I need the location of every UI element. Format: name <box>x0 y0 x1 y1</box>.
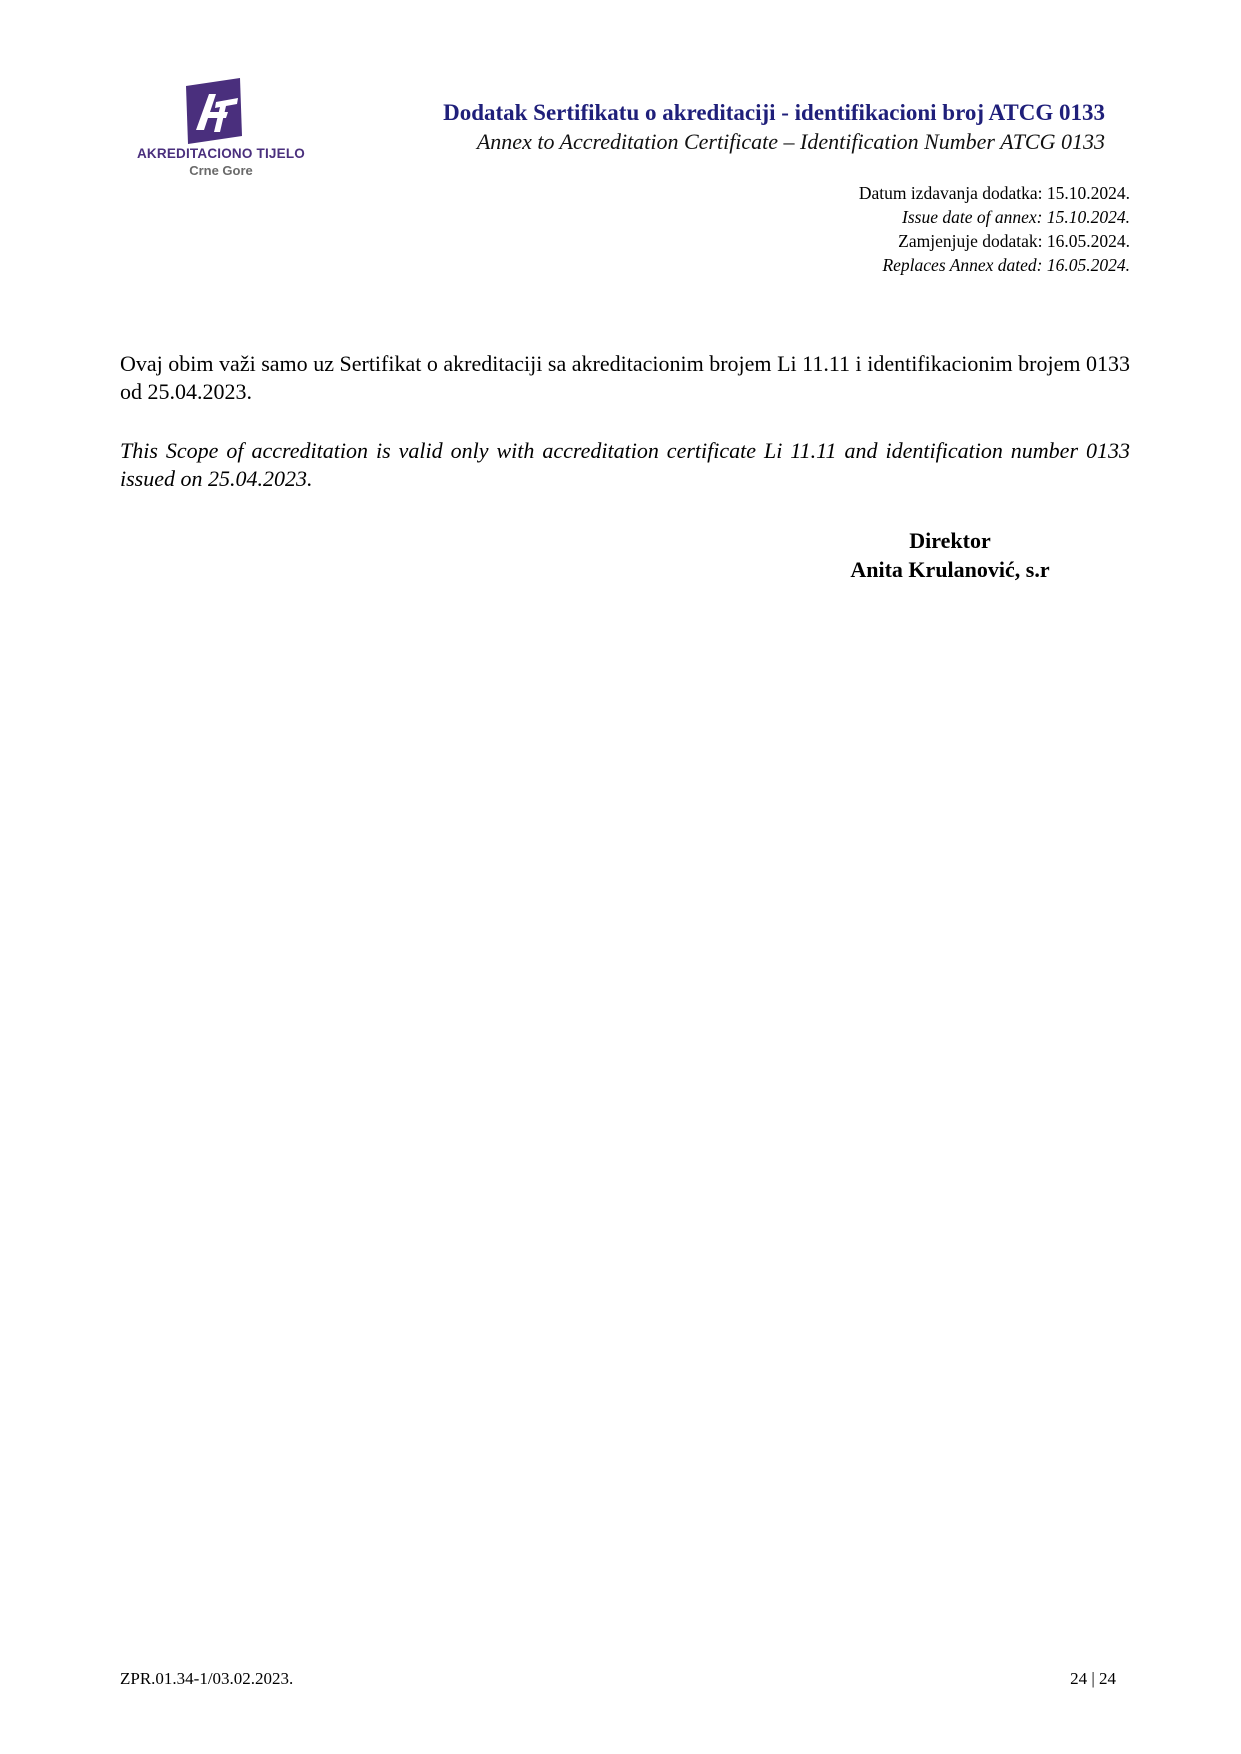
logo-organization-subname: Crne Gore <box>189 163 253 178</box>
logo-organization-name: AKREDITACIONO TIJELO <box>136 146 305 161</box>
replaces-date-sr: Zamjenjuje dodatak: 16.05.2024. <box>898 231 1130 251</box>
validity-statement-sr: Ovaj obim važi samo uz Sertifikat o akreditaciji sa akreditacionim brojem Li 11.11 i identifikacionim brojem 0133 od 25.04.2023. <box>120 351 1130 404</box>
replaces-date-en: Replaces Annex dated: 16.05.2024. <box>882 255 1130 275</box>
signatory-role: Direktor <box>909 528 991 553</box>
signatory-name: Anita Krulanović, s.r <box>850 557 1050 582</box>
annex-subtitle: Annex to Accreditation Certificate – Identification Number ATCG 0133 <box>476 129 1105 154</box>
annex-dates <box>859 181 1130 277</box>
issue-date-en: Issue date of annex: 15.10.2024. <box>902 207 1130 227</box>
logo-mark-icon <box>180 78 246 144</box>
organization-logo <box>126 78 316 182</box>
annex-title: Dodatak Sertifikatu o akreditaciji - identifikacioni broj ATCG 0133 <box>443 100 1105 125</box>
signature-block <box>820 526 1080 584</box>
validity-statement-en: This Scope of accreditation is valid only with accreditation certificate Li 11.11 and identification number 0133 issued on 25.04.2023. <box>120 438 1130 491</box>
issue-date-sr: Datum izdavanja dodatka: 15.10.2024. <box>858 183 1130 203</box>
footer-page-number: 24 | 24 <box>1070 1669 1116 1688</box>
footer-document-code: ZPR.01.34-1/03.02.2023. <box>120 1669 294 1688</box>
